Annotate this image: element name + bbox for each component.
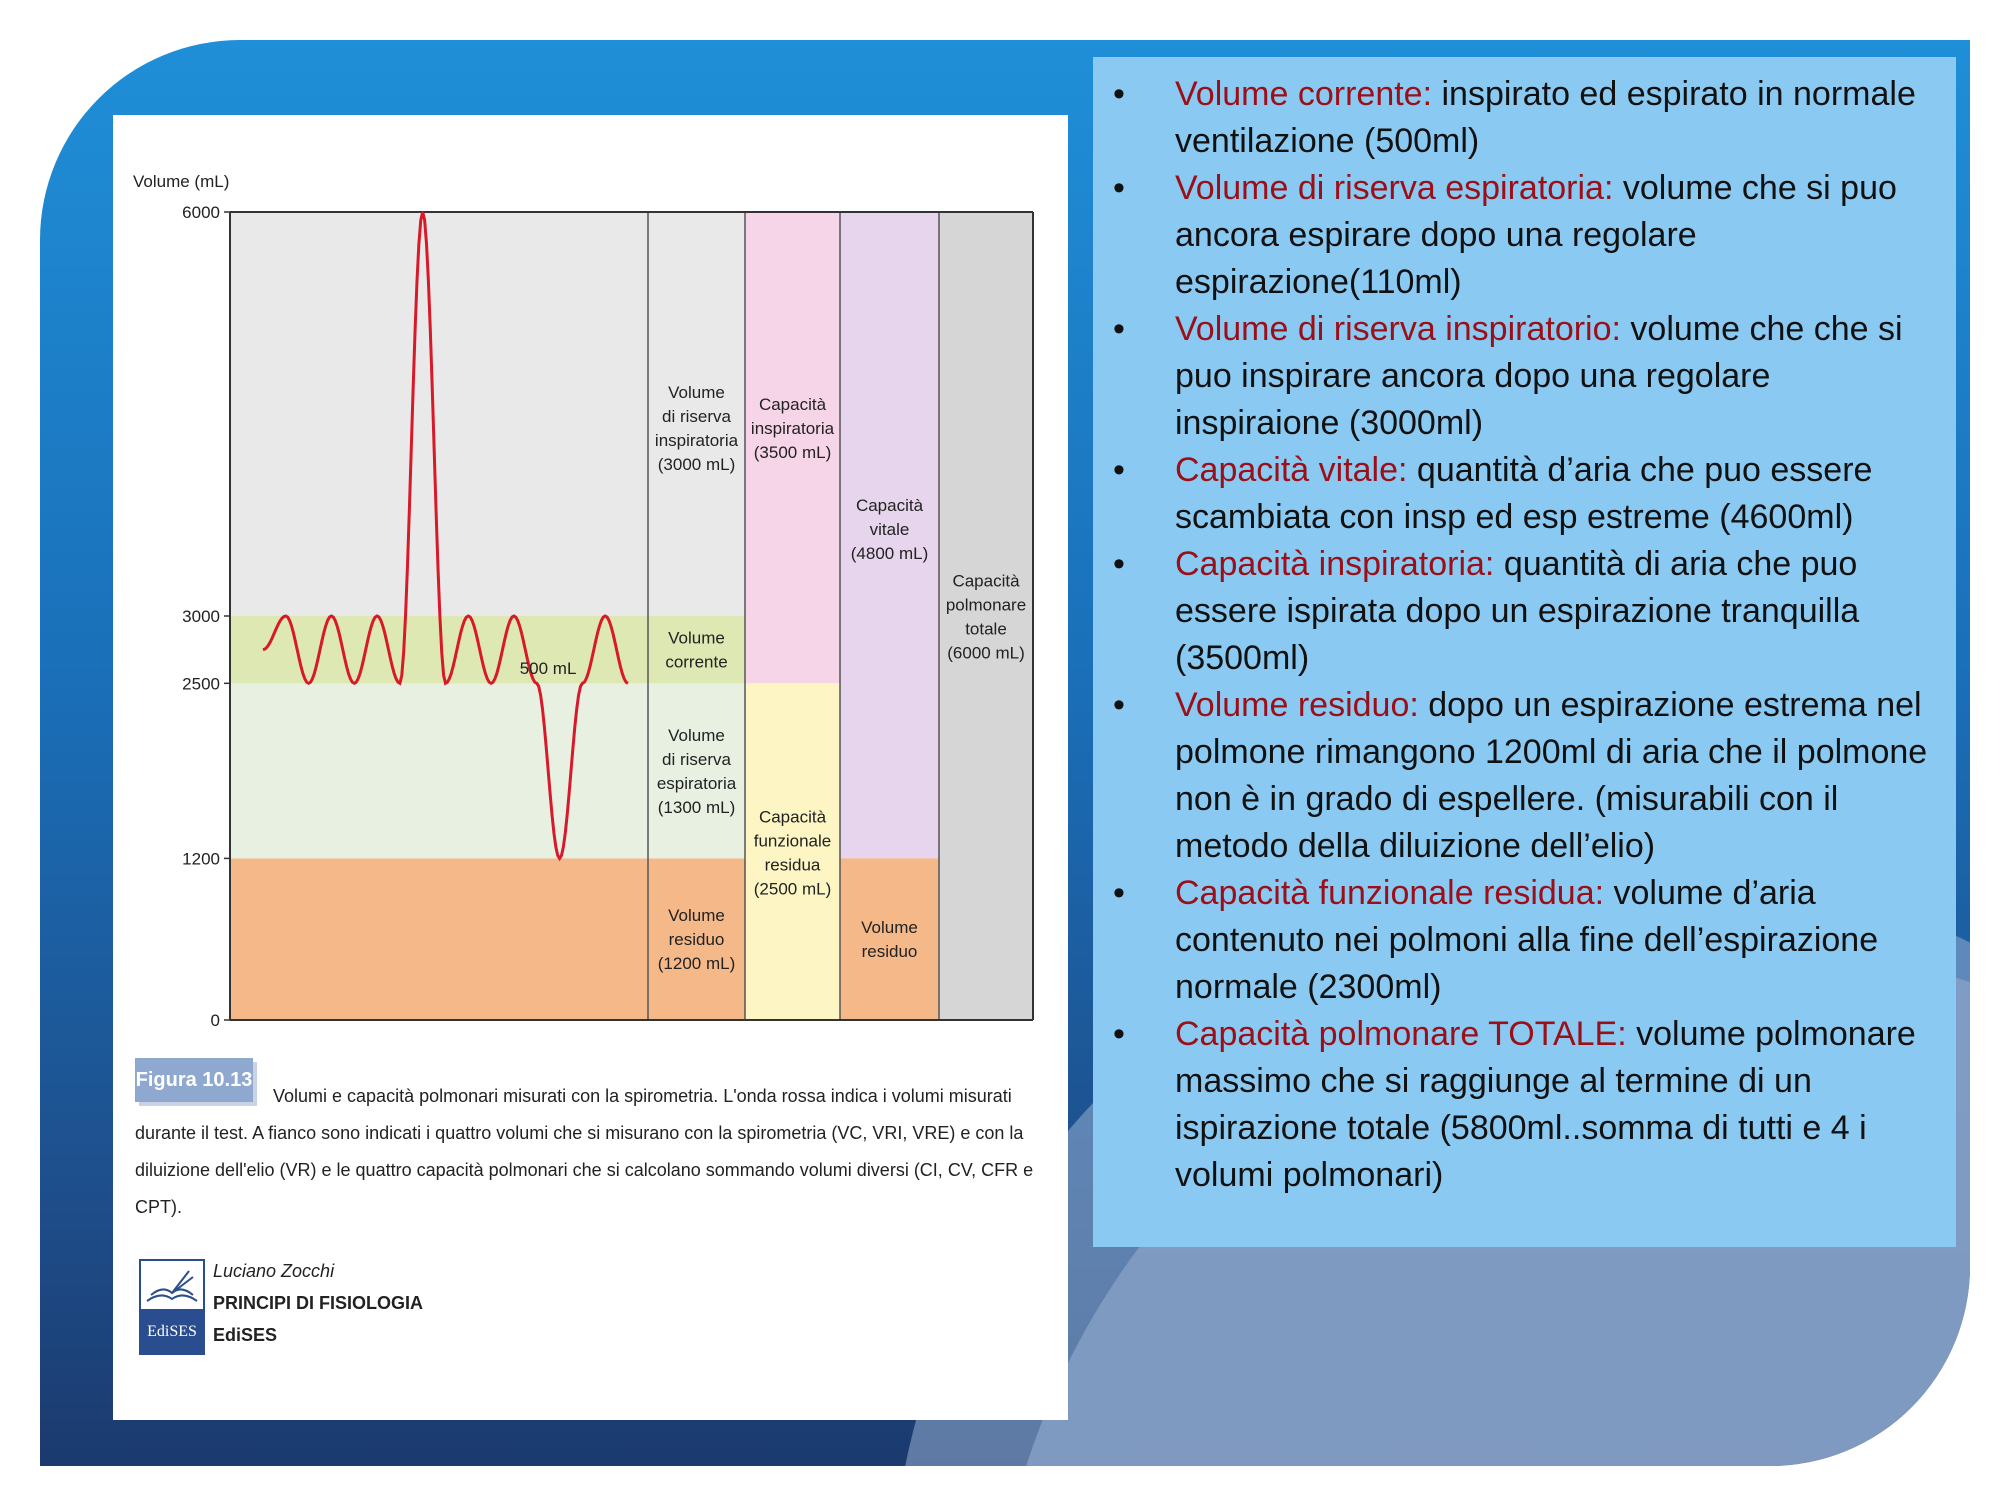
bullet-icon: • [1113, 169, 1125, 207]
definition-text: volume d’aria contenuto nei polmoni alla fine dell’espirazione normale (2300ml) [1175, 874, 1879, 1006]
label-cpt-line: totale [965, 619, 1007, 639]
list-item [1093, 870, 1956, 1011]
label-cpt-line: Capacità [952, 571, 1020, 591]
label-cfr-line: Capacità [758, 807, 827, 827]
label-vri-line: Volume [668, 383, 725, 403]
bullet-icon: • [1113, 686, 1125, 724]
label-vr2-line: Volume [861, 918, 918, 938]
y-tick-label: 1200 [182, 849, 220, 869]
label-vr-line: Volume [668, 906, 725, 926]
definition-term: Volume residuo: [1175, 686, 1419, 724]
label-vr [658, 906, 735, 973]
definition-term: Volume di riserva inspiratorio: [1175, 310, 1621, 348]
book-author: Luciano Zocchi [213, 1261, 335, 1281]
label-vre-line: (1300 mL) [657, 797, 736, 817]
label-vr2-line: residuo [861, 942, 918, 962]
list-item [1093, 71, 1956, 165]
list-item [1093, 682, 1956, 870]
column-vr [840, 858, 939, 1020]
y-tick-label: 0 [210, 1011, 220, 1030]
label-cv-line: Capacità [855, 496, 924, 516]
figure-number-badge: Figura 10.13 [135, 1058, 253, 1102]
label-vre-line: Volume [668, 725, 725, 745]
definition-term: Capacità inspiratoria: [1175, 545, 1495, 583]
book-title: PRINCIPI DI FISIOLOGIA [213, 1293, 424, 1313]
y-tick-label: 6000 [182, 203, 220, 222]
publisher-logo-text: EdiSES [141, 1311, 203, 1353]
label-vre-line: espiratoria [656, 773, 737, 793]
label-ci [751, 395, 835, 462]
y-tick-label: 3000 [182, 607, 220, 626]
definition-text: dopo un espirazione estrema nel polmone rimangono 1200ml di aria che il polmone non è in grado di espellere. (misurabili con il metodo della diluizione dell’elio) [1175, 686, 1928, 865]
bullet-icon: • [1113, 545, 1125, 583]
definition-text: volume che si puo ancora espirare dopo una regolare espirazione(110ml) [1175, 169, 1897, 301]
definition-term: Volume corrente: [1175, 75, 1433, 113]
y-axis-label: Volume (mL) [133, 172, 230, 191]
label-cpt-line: polmonare [945, 595, 1027, 615]
figure-caption: Volumi e capacità polmonari misurati con la spirometria. L'onda rossa indica i volumi misurati durante il test. A fianco sono indicati i quattro volumi che si misurano con la spirometria (VC, VRI, VRE) e con la diluizione dell'elio (VR) e le quattro capacità polmonari che si calcolano sommando volumi diversi (CI, CV, CFR e CPT). [135, 1086, 1034, 1217]
bullet-icon: • [1113, 874, 1125, 912]
definition-text: quantità d’aria che puo essere scambiata con insp ed esp estreme (4600ml) [1175, 451, 1873, 536]
label-vri-line: (3000 mL) [657, 455, 736, 475]
column-cfr [745, 683, 840, 1020]
y-ticks [182, 203, 230, 1030]
list-item [1093, 306, 1956, 447]
label-vre-line: di riserva [662, 749, 731, 769]
label-vc-line: corrente [665, 652, 728, 672]
label-cfr-line: funzionale [753, 831, 832, 851]
label-cpt-line: (6000 mL) [947, 643, 1025, 663]
band-1 [230, 683, 745, 858]
label-vr-line: (1200 mL) [657, 954, 736, 974]
definition-term: Volume di riserva espiratoria: [1175, 169, 1614, 207]
list-item [1093, 447, 1956, 541]
label-vri-line: di riserva [662, 407, 731, 427]
volume-bands [230, 212, 745, 1020]
definition-text: volume che che si puo inspirare ancora dopo una regolare inspiraione (3000ml) [1175, 310, 1903, 442]
tidal-annotation: 500 mL [519, 659, 577, 678]
label-vri-line: inspiratoria [654, 431, 739, 451]
definition-term: Capacità polmonare TOTALE: [1175, 1015, 1627, 1053]
column-cpt [939, 212, 1033, 1020]
label-ci-line: inspiratoria [750, 419, 835, 439]
label-cv-line: (4800 mL) [850, 544, 929, 564]
open-book-icon [141, 1261, 203, 1309]
book-icon [141, 1261, 203, 1311]
lung-volumes-diagram [113, 115, 1068, 1055]
y-tick-label: 2500 [182, 674, 220, 694]
label-vr-line: residuo [668, 930, 725, 950]
label-cv-line: vitale [869, 520, 910, 540]
list-item [1093, 165, 1956, 306]
definitions-list [1093, 57, 1956, 1199]
book-publisher: EdiSES [213, 1325, 278, 1345]
definition-text: quantità di aria che puo essere ispirata dopo un espirazione tranquilla (3500ml) [1175, 545, 1860, 677]
label-vc-line: Volume [668, 628, 725, 648]
definition-term: Capacità vitale: [1175, 451, 1408, 489]
label-ci-line: Capacità [758, 395, 827, 415]
label-cfr-line: (2500 mL) [753, 879, 832, 899]
definitions-panel [1093, 57, 1956, 1247]
list-item [1093, 1011, 1956, 1199]
label-ci-line: (3500 mL) [753, 443, 832, 463]
bullet-icon: • [1113, 310, 1125, 348]
list-item [1093, 541, 1956, 682]
band-2 [230, 616, 745, 683]
bullet-icon: • [1113, 75, 1125, 113]
bullet-icon: • [1113, 451, 1125, 489]
definition-text: inspirato ed espirato in normale ventilazione (500ml) [1175, 75, 1916, 160]
figure-panel [113, 115, 1068, 1420]
bullet-icon: • [1113, 1015, 1125, 1053]
publisher-logo [139, 1259, 205, 1355]
definition-text: volume polmonare massimo che si raggiunge al termine di un ispirazione totale (5800ml..somma di tutti e 4 i volumi polmonari) [1175, 1015, 1916, 1194]
label-cfr-line: residua [764, 855, 821, 875]
definition-term: Capacità funzionale residua: [1175, 874, 1605, 912]
